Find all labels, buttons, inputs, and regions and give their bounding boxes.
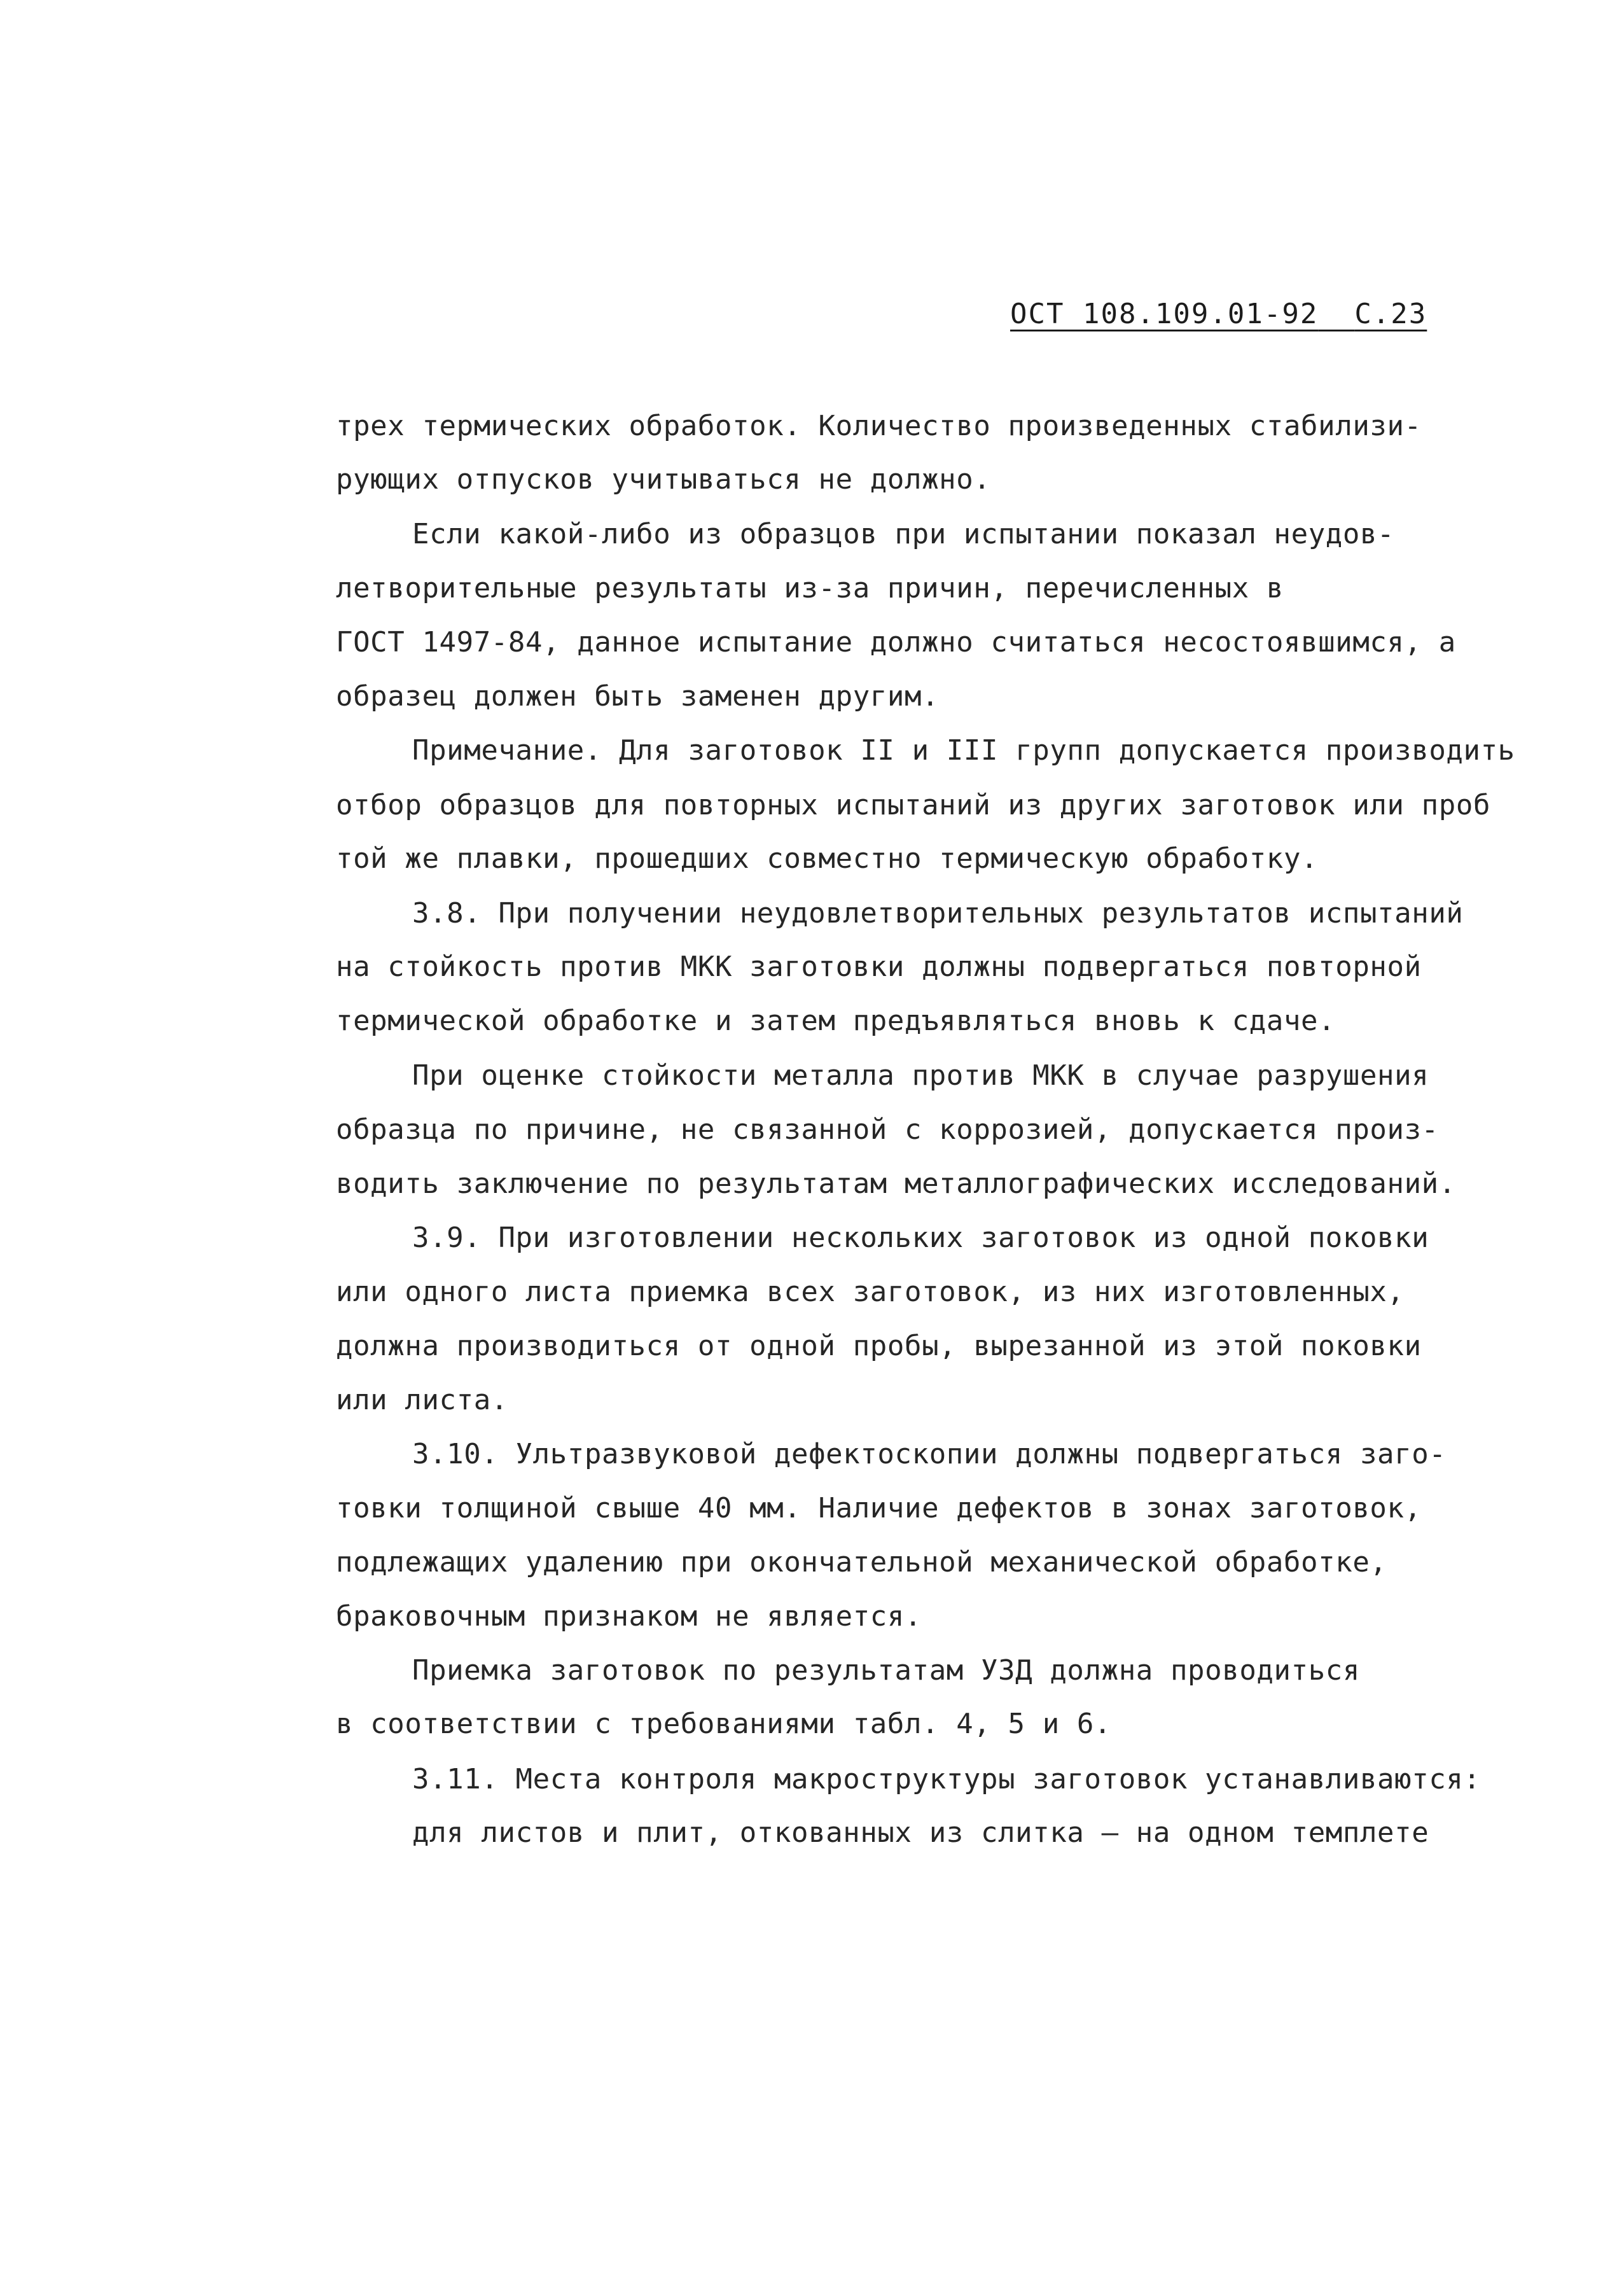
text-line: 3.9. При изготовлении нескольких заготовок из одной поковки	[412, 1222, 1429, 1254]
text-line: ГОСТ 1497-84, данное испытание должно считаться несостоявшимся, а	[336, 626, 1456, 659]
text-line: браковочным признаком не является.	[336, 1600, 922, 1633]
text-line: для листов и плит, откованных из слитка – на одном темплете	[412, 1816, 1429, 1849]
page-number: С.23	[1354, 298, 1427, 330]
text-line: 3.11. Места контроля макроструктуры заготовок устанавливаются:	[412, 1763, 1481, 1795]
text-line: той же плавки, прошедших совместно термическую обработку.	[336, 842, 1319, 875]
standard-code: ОСТ 108.109.01-92	[1010, 298, 1319, 330]
text-line: или листа.	[336, 1384, 508, 1416]
text-line: образец должен быть заменен другим.	[336, 680, 940, 713]
text-line: должна производиться от одной пробы, вырезанной из этой поковки	[336, 1330, 1422, 1362]
text-line: подлежащих удалению при окончательной механической обработке,	[336, 1546, 1387, 1579]
text-line: товки толщиной свыше 40 мм. Наличие дефектов в зонах заготовок,	[336, 1492, 1422, 1524]
page-header	[1010, 298, 1427, 330]
text-line: в соответствии с требованиями табл. 4, 5 и 6.	[336, 1708, 1112, 1740]
text-line: 3.8. При получении неудовлетворительных результатов испытаний	[412, 897, 1464, 930]
text-line: Приемка заготовок по результатам УЗД должна проводиться	[412, 1654, 1360, 1687]
text-line: 3.10. Ультразвуковой дефектоскопии должны подвергаться заго-	[412, 1438, 1447, 1470]
text-line: термической обработке и затем предъявляться вновь к сдаче.	[336, 1005, 1336, 1037]
text-line: водить заключение по результатам металлографических исследований.	[336, 1167, 1456, 1200]
text-line: Если какой-либо из образцов при испытании показал неудов-	[412, 518, 1395, 550]
text-line: рующих отпусков учитываться не должно.	[336, 463, 991, 496]
text-line: на стойкость против МКК заготовки должны подвергаться повторной	[336, 951, 1422, 983]
text-line: трех термических обработок. Количество произведенных стабилизи-	[336, 410, 1422, 442]
text-line: При оценке стойкости металла против МКК в случае разрушения	[412, 1059, 1429, 1092]
text-line: Примечание. Для заготовок II и III групп допускается производить	[412, 734, 1515, 767]
text-line: летворительные результаты из-за причин, перечисленных в	[336, 572, 1284, 604]
text-line: отбор образцов для повторных испытаний из других заготовок или проб	[336, 789, 1491, 821]
text-line: образца по причине, не связанной с коррозией, допускается произ-	[336, 1113, 1439, 1146]
text-line: или одного листа приемка всех заготовок, из них изготовленных,	[336, 1276, 1405, 1308]
